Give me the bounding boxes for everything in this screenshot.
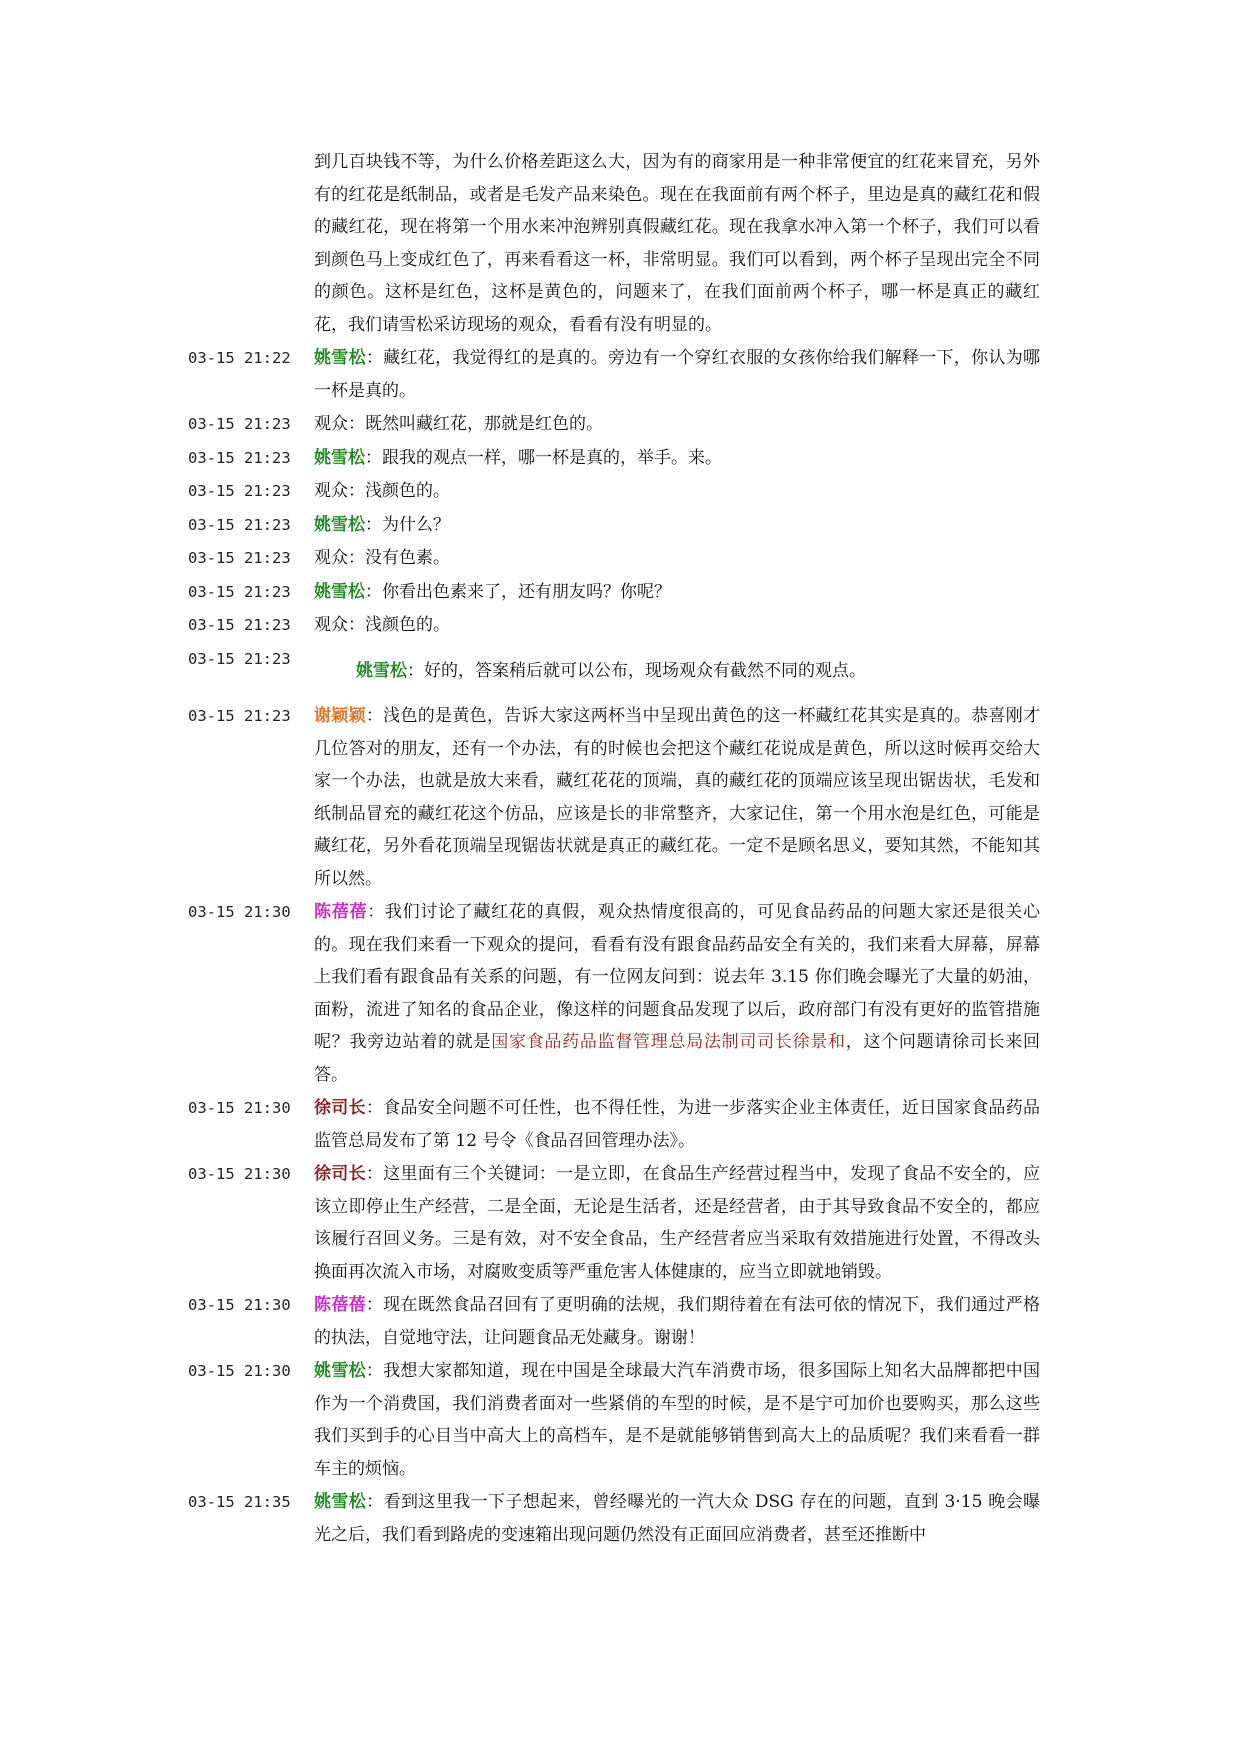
timestamp: 03-15 21:30 [188, 1296, 291, 1314]
transcript-entry [188, 442, 1040, 475]
timestamp: 03-15 21:23 [188, 415, 291, 433]
timestamp: 03-15 21:30 [188, 1362, 291, 1380]
speaker-name: 姚雪松 [314, 581, 365, 602]
entry-text: 姚雪松：跟我的观点一样，哪一杯是真的，举手。来。 [314, 447, 722, 468]
transcript [188, 146, 1040, 1552]
transcript-entry [188, 509, 1040, 542]
speaker-name: 陈蓓蓓 [314, 1295, 366, 1315]
timestamp: 03-15 21:23 [188, 549, 291, 567]
transcript-entry [188, 609, 1040, 642]
entry-text: 姚雪松：藏红花，我觉得红的是真的。旁边有一个穿红衣服的女孩你给我们解释一下，你认为哪一杯是真的。 [314, 348, 1041, 401]
timestamp: 03-15 21:23 [188, 515, 291, 534]
transcript-entry [188, 146, 1040, 341]
transcript-entry [188, 700, 1040, 895]
timestamp: 03-15 21:23 [188, 707, 291, 725]
entry-text: 陈蓓蓓：现在既然食品召回有了更明确的法规，我们期待着在有法可依的情况下，我们通过严格的执法，自觉地守法，让问题食品无处藏身。谢谢！ [314, 1295, 1041, 1348]
speaker-name: 姚雪松 [314, 447, 365, 468]
entry-text: 谢颖颖：浅色的是黄色，告诉大家这两杯当中呈现出黄色的这一杯藏红花其实是真的。恭喜刚才几位答对的朋友，还有一个办法，有的时候也会把这个藏红花说成是黄色，所以这时候再交给大家一个办法，也就是放大来看，藏红花花的顶端，真的藏红花的顶端应该呈现出锯齿状，毛发和纸制品冒充的藏红花这个仿品，应该是长的非常整齐，大家记住，第一个用水泡是红色，可能是藏红花，另外看花顶端呈现锯齿状就是真正的藏红花。一定不是顾名思义，要知其然，不能知其所以然。 [314, 706, 1041, 889]
speaker-name: 徐司长 [314, 1098, 366, 1118]
entry-text: 徐司长：食品安全问题不可任性，也不得任性，为进一步落实企业主体责任，近日国家食品药品监管总局发布了第 12 号令《食品召回管理办法》。 [314, 1098, 1041, 1151]
timestamp: 03-15 21:30 [188, 1165, 291, 1183]
transcript-entry [188, 643, 1040, 700]
speaker-name: 陈蓓蓓 [314, 902, 368, 922]
entry-text: 姚雪松：好的，答案稍后就可以公布，现场观众有截然不同的观点。 [356, 660, 866, 681]
transcript-entry [188, 1289, 1040, 1354]
transcript-entry [188, 475, 1040, 508]
speaker-name: 姚雪松 [356, 660, 407, 681]
entry-text: 到几百块钱不等，为什么价格差距这么大，因为有的商家用是一种非常便宜的红花来冒充，另外有的红花是纸制品，或者是毛发产品来染色。现在在我面前有两个杯子，里边是真的藏红花和假的藏红花，现在将第一个用水来冲泡辨别真假藏红花。现在我拿水冲入第一个杯子，我们可以看到颜色马上变成红色了，再来看看这一杯，非常明显。我们可以看到，两个杯子呈现出完全不同的颜色。这杯是红色，这杯是黄色的，问题来了，在我们面前两个杯子，哪一杯是真正的藏红花，我们请雪松采访现场的观众，看看有没有明显的。 [314, 152, 1040, 335]
timestamp: 03-15 21:23 [188, 649, 291, 668]
timestamp: 03-15 21:23 [188, 482, 291, 500]
speaker-name: 谢颖颖 [314, 706, 366, 726]
transcript-entry [188, 576, 1040, 609]
entry-text: 姚雪松：为什么？ [314, 514, 450, 535]
timestamp: 03-15 21:35 [188, 1493, 291, 1511]
entry-text: 观众：浅颜色的。 [314, 481, 450, 501]
speaker-name: 徐司长 [314, 1164, 366, 1184]
entry-text: 姚雪松：我想大家都知道，现在中国是全球最大汽车消费市场，很多国际上知名大品牌都把中国作为一个消费国，我们消费者面对一些紧俏的车型的时候，是不是宁可加价也要购买，那么这些我们买到手的心目当中高大上的高档车，是不是就能够销售到高大上的品质呢？我们来看看一群车主的烦恼。 [314, 1361, 1041, 1479]
timestamp: 03-15 21:23 [188, 582, 291, 601]
transcript-entry [188, 1092, 1040, 1157]
timestamp: 03-15 21:23 [188, 616, 291, 634]
timestamp: 03-15 21:30 [188, 903, 291, 921]
transcript-entry [188, 542, 1040, 575]
transcript-entry [188, 408, 1040, 441]
speaker-name: 姚雪松 [314, 514, 365, 535]
timestamp: 03-15 21:30 [188, 1099, 291, 1117]
transcript-entry [188, 896, 1040, 1091]
entry-text: 观众：没有色素。 [314, 548, 450, 568]
entry-text: 姚雪松：看到这里我一下子想起来，曾经曝光的一汽大众 DSG 存在的问题，直到 3·15 晚会曝光之后，我们看到路虎的变速箱出现问题仍然没有正面回应消费者，甚至还推断中 [314, 1492, 1041, 1545]
entry-text: 姚雪松：你看出色素来了，还有朋友吗？你呢？ [314, 581, 671, 602]
speaker-name: 姚雪松 [314, 348, 366, 368]
transcript-entry [188, 1158, 1040, 1288]
official-title-highlight: 国家食品药品监督管理总局法制司司长徐景和 [491, 1032, 846, 1052]
entry-text: 观众：浅颜色的。 [314, 615, 450, 635]
entry-text: 徐司长：这里面有三个关键词：一是立即，在食品生产经营过程当中，发现了食品不安全的，应该立即停止生产经营，二是全面，无论是生活者，还是经营者，由于其导致食品不安全的，都应该履行召回义务。三是有效，对不安全食品，生产经营者应当采取有效措施进行处置，不得改头换面再次流入市场，对腐败变质等严重危害人体健康的，应当立即就地销毁。 [314, 1164, 1041, 1282]
timestamp: 03-15 21:23 [188, 448, 291, 467]
transcript-entry [188, 1355, 1040, 1485]
entry-text: 陈蓓蓓：我们讨论了藏红花的真假，观众热情度很高的，可见食品药品的问题大家还是很关心的。现在我们来看一下观众的提问，看看有没有跟食品药品安全有关的，我们来看大屏幕，屏幕上我们看有跟食品有关系的问题，有一位网友问到：说去年 3.15 你们晚会曝光了大量的奶油，面粉，流进了知名的食品企业，像这样的问题食品发现了以后，政府部门有没有更好的监管措施呢？我旁边站着的就是国家食品药品监督管理总局法制司司长徐景和，这个问题请徐司长来回答。 [314, 902, 1041, 1085]
speaker-name: 姚雪松 [314, 1361, 366, 1381]
transcript-entry [188, 342, 1040, 407]
transcript-entry [188, 1486, 1040, 1551]
entry-text: 观众：既然叫藏红花，那就是红色的。 [314, 414, 603, 434]
timestamp: 03-15 21:22 [188, 349, 291, 367]
speaker-name: 姚雪松 [314, 1492, 367, 1512]
